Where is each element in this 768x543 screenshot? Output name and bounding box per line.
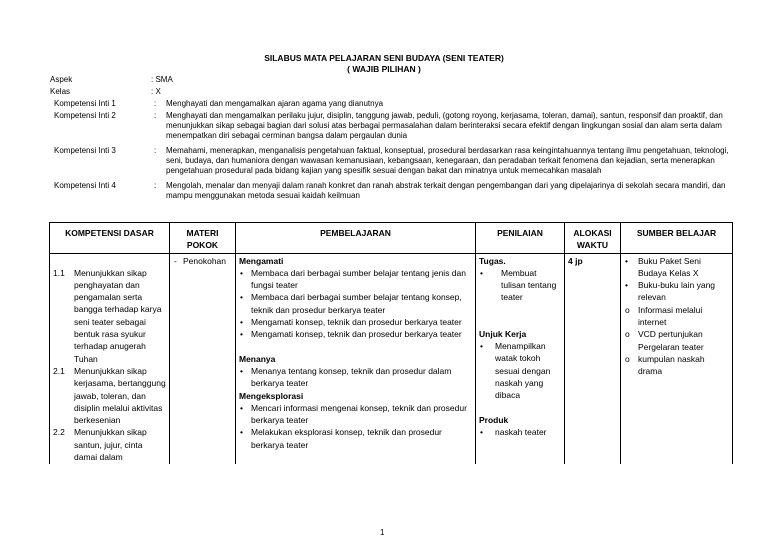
bullet-icon: • — [625, 255, 628, 266]
header-sumber: SUMBER BELAJAR — [621, 223, 733, 254]
bullet-icon: • — [240, 292, 243, 303]
kd-number: 2.1 — [53, 365, 65, 376]
list-item-text: Informasi melalui internet — [638, 304, 703, 328]
circle-bullet-icon: o — [625, 329, 630, 340]
ki-4 — [50, 181, 730, 201]
header-materi: MATERI POKOK — [170, 223, 236, 254]
kd-cell — [50, 253, 170, 464]
header-alokasi: ALOKASI WAKTU — [565, 223, 621, 254]
materi-cell — [170, 253, 236, 464]
section-produk: Produk — [479, 414, 509, 425]
document-title: SILABUS MATA PELAJARAN SENI BUDAYA (SENI TEATER) — [264, 53, 504, 63]
list-item — [239, 291, 472, 316]
kd-text: Menunjukkan sikap kerjasama, bertanggung jawab, toleran, dan disiplin melalui aktivitas berkesenian — [74, 365, 166, 426]
list-item-text: kumpulan naskah drama — [638, 353, 705, 377]
alokasi-cell: 4 jp — [565, 253, 621, 464]
list-item — [239, 402, 472, 427]
bullet-icon: • — [240, 427, 243, 438]
page-number: 1 — [380, 528, 385, 537]
kd-number: 2.2 — [53, 427, 65, 438]
produk-list — [479, 426, 561, 438]
pembelajaran-cell — [236, 253, 476, 464]
ki-colon: : — [154, 99, 157, 108]
kelas-label: Kelas — [50, 87, 71, 96]
list-item-text: Mencari informasi mengenai konsep, teknik dan prosedur berkarya teater — [251, 402, 467, 426]
list-item-text: Membaca dari berbagai sumber belajar tentang jenis dan fungsi teater — [251, 267, 466, 291]
ki-label: Kompetensi Inti 4 — [54, 181, 116, 190]
list-item — [479, 340, 561, 401]
menanya-list — [239, 365, 472, 390]
kd-item — [53, 426, 166, 463]
ki-colon: : — [154, 146, 157, 155]
ki-label: Kompetensi Inti 2 — [54, 111, 116, 120]
kd-text: Menunjukkan sikap santun, jujur, cinta damai dalam — [74, 427, 147, 463]
header-pembelajaran: PEMBELAJARAN — [236, 223, 476, 254]
list-item-text: Buku Paket Seni Budaya Kelas X — [638, 255, 701, 278]
table-header-row — [50, 223, 733, 254]
section-mengeksplorasi: Mengeksplorasi — [239, 390, 304, 401]
mengeksplorasi-list — [239, 402, 472, 451]
bullet-icon: • — [240, 365, 243, 376]
section-mengamati: Mengamati — [239, 255, 284, 266]
list-item — [239, 426, 472, 451]
aspek-label: Aspek — [50, 75, 73, 84]
ki-colon: : — [154, 111, 157, 120]
ki-2 — [50, 111, 730, 141]
header-kd: KOMPETENSI DASAR — [50, 223, 170, 254]
list-item-text: VCD pertunjukan Pergelaran teater — [638, 329, 704, 352]
document-subtitle: ( WAJIB PILIHAN ) — [347, 64, 421, 74]
ki-1 — [50, 99, 730, 109]
section-tugas: Tugas. — [479, 255, 506, 266]
tugas-list — [479, 267, 561, 304]
materi-item — [173, 255, 232, 267]
section-unjuk-kerja: Unjuk Kerja — [479, 328, 527, 339]
list-item-text: naskah teater — [495, 426, 547, 437]
meta-kelas — [50, 87, 730, 97]
list-item — [479, 426, 561, 438]
unjuk-kerja-list — [479, 340, 561, 401]
bullet-icon: • — [240, 267, 243, 278]
list-item-text: Menanya tentang konsep, teknik dan prosedur dalam berkarya teater — [251, 365, 452, 389]
list-item — [239, 267, 472, 292]
ki-text: Memahami, menerapkan, menganalisis pengetahuan faktual, konseptual, prosedural berdasarkan rasa keingintahuannya tentang ilmu pengetahuan, teknologi, seni, budaya, dan humaniora dengan wawasan kemanusiaan, kebangsaan, kenegaraan, dan peradaban terkait fenomena dan kejadian, serta menerapkan pengetahuan prosedural pada bidang kajian yang spesifik sesuai dengan bakat dan minatnya untuk memecahkan masalah — [166, 146, 729, 175]
aspek-value: : SMA — [151, 75, 173, 84]
materi-text: Penokohan — [183, 255, 227, 266]
list-item — [239, 316, 472, 328]
ki-text: Menghayati dan mengamalkan ajaran agama yang dianutnya — [166, 99, 384, 108]
kd-item — [53, 267, 166, 365]
list-item — [624, 353, 729, 378]
list-item — [624, 304, 729, 329]
bullet-icon: • — [240, 402, 243, 413]
kd-text: Menunjukkan sikap penghayatan dan pengamalan serta bangga terhadap karya seni teater sebagai bentuk rasa syukur terhadap anugerah Tuhan — [74, 267, 162, 364]
table-row — [50, 253, 733, 464]
circle-bullet-icon: o — [625, 304, 630, 315]
sumber-list — [624, 255, 729, 378]
circle-bullet-icon: o — [625, 353, 630, 364]
list-item — [239, 328, 472, 340]
ki-label: Kompetensi Inti 1 — [54, 99, 116, 108]
ki-colon: : — [154, 181, 157, 190]
ki-text: Mengolah, menalar dan menyaji dalam ranah konkret dan ranah abstrak terkait dengan pengembangan dari yang dipelajarinya di sekolah secara mandiri, dan mampu menggunakan metoda sesuai kaidah keilmuan — [166, 181, 726, 200]
list-item — [239, 365, 472, 390]
list-item-text: Membaca dari berbagai sumber belajar tentang konsep, teknik dan prosedur berkarya teater — [251, 292, 462, 315]
list-item-text: Mengamati konsep, teknik dan prosedur berkarya teater — [251, 329, 462, 340]
bullet-icon: • — [480, 426, 483, 437]
bullet-icon: • — [625, 280, 628, 291]
header-penilaian: PENILAIAN — [476, 223, 565, 254]
ki-label: Kompetensi Inti 3 — [54, 146, 116, 155]
list-item-text: Membuat tulisan tentang teater — [501, 267, 557, 303]
mengamati-list — [239, 267, 472, 341]
bullet-icon: • — [240, 329, 243, 340]
meta-aspek — [50, 75, 730, 85]
ki-3 — [50, 146, 730, 176]
bullet-icon: • — [480, 341, 483, 352]
penilaian-cell — [476, 253, 565, 464]
ki-text: Menghayati dan mengamalkan perilaku jujur, disiplin, tanggung jawab, peduli, (gotong royong, kerjasama, toleran, damai), santun, responsif dan proaktif, dan menunjukkan sikap sebagai bagian dari solusi atas berbagai permasalahan dalam berinteraksi secara efektif dengan lingkungan sosial dan alam serta dalam menempatkan diri sebagai cerminan bangsa dalam pergaulan dunia — [166, 111, 723, 140]
list-item — [624, 279, 729, 304]
section-menanya: Menanya — [239, 353, 276, 364]
list-item-text: Menampilkan watak tokoh sesuai dengan naskah yang dibaca — [495, 341, 551, 401]
dash-marker: - — [174, 255, 177, 266]
syllabus-table — [49, 222, 733, 464]
sumber-cell — [621, 253, 733, 464]
list-item-text: Buku-buku lain yang relevan — [638, 280, 716, 303]
kd-number: 1.1 — [53, 267, 65, 278]
list-item — [479, 267, 561, 304]
bullet-icon: • — [480, 267, 483, 278]
kd-item — [53, 365, 166, 426]
list-item-text: Melakukan eksplorasi konsep, teknik dan prosedur berkarya teater — [251, 427, 442, 450]
list-item — [624, 255, 729, 280]
kelas-value: : X — [151, 87, 161, 96]
list-item-text: Mengamati konsep, teknik dan prosedur berkarya teater — [251, 317, 462, 328]
list-item — [624, 328, 729, 353]
bullet-icon: • — [240, 317, 243, 328]
